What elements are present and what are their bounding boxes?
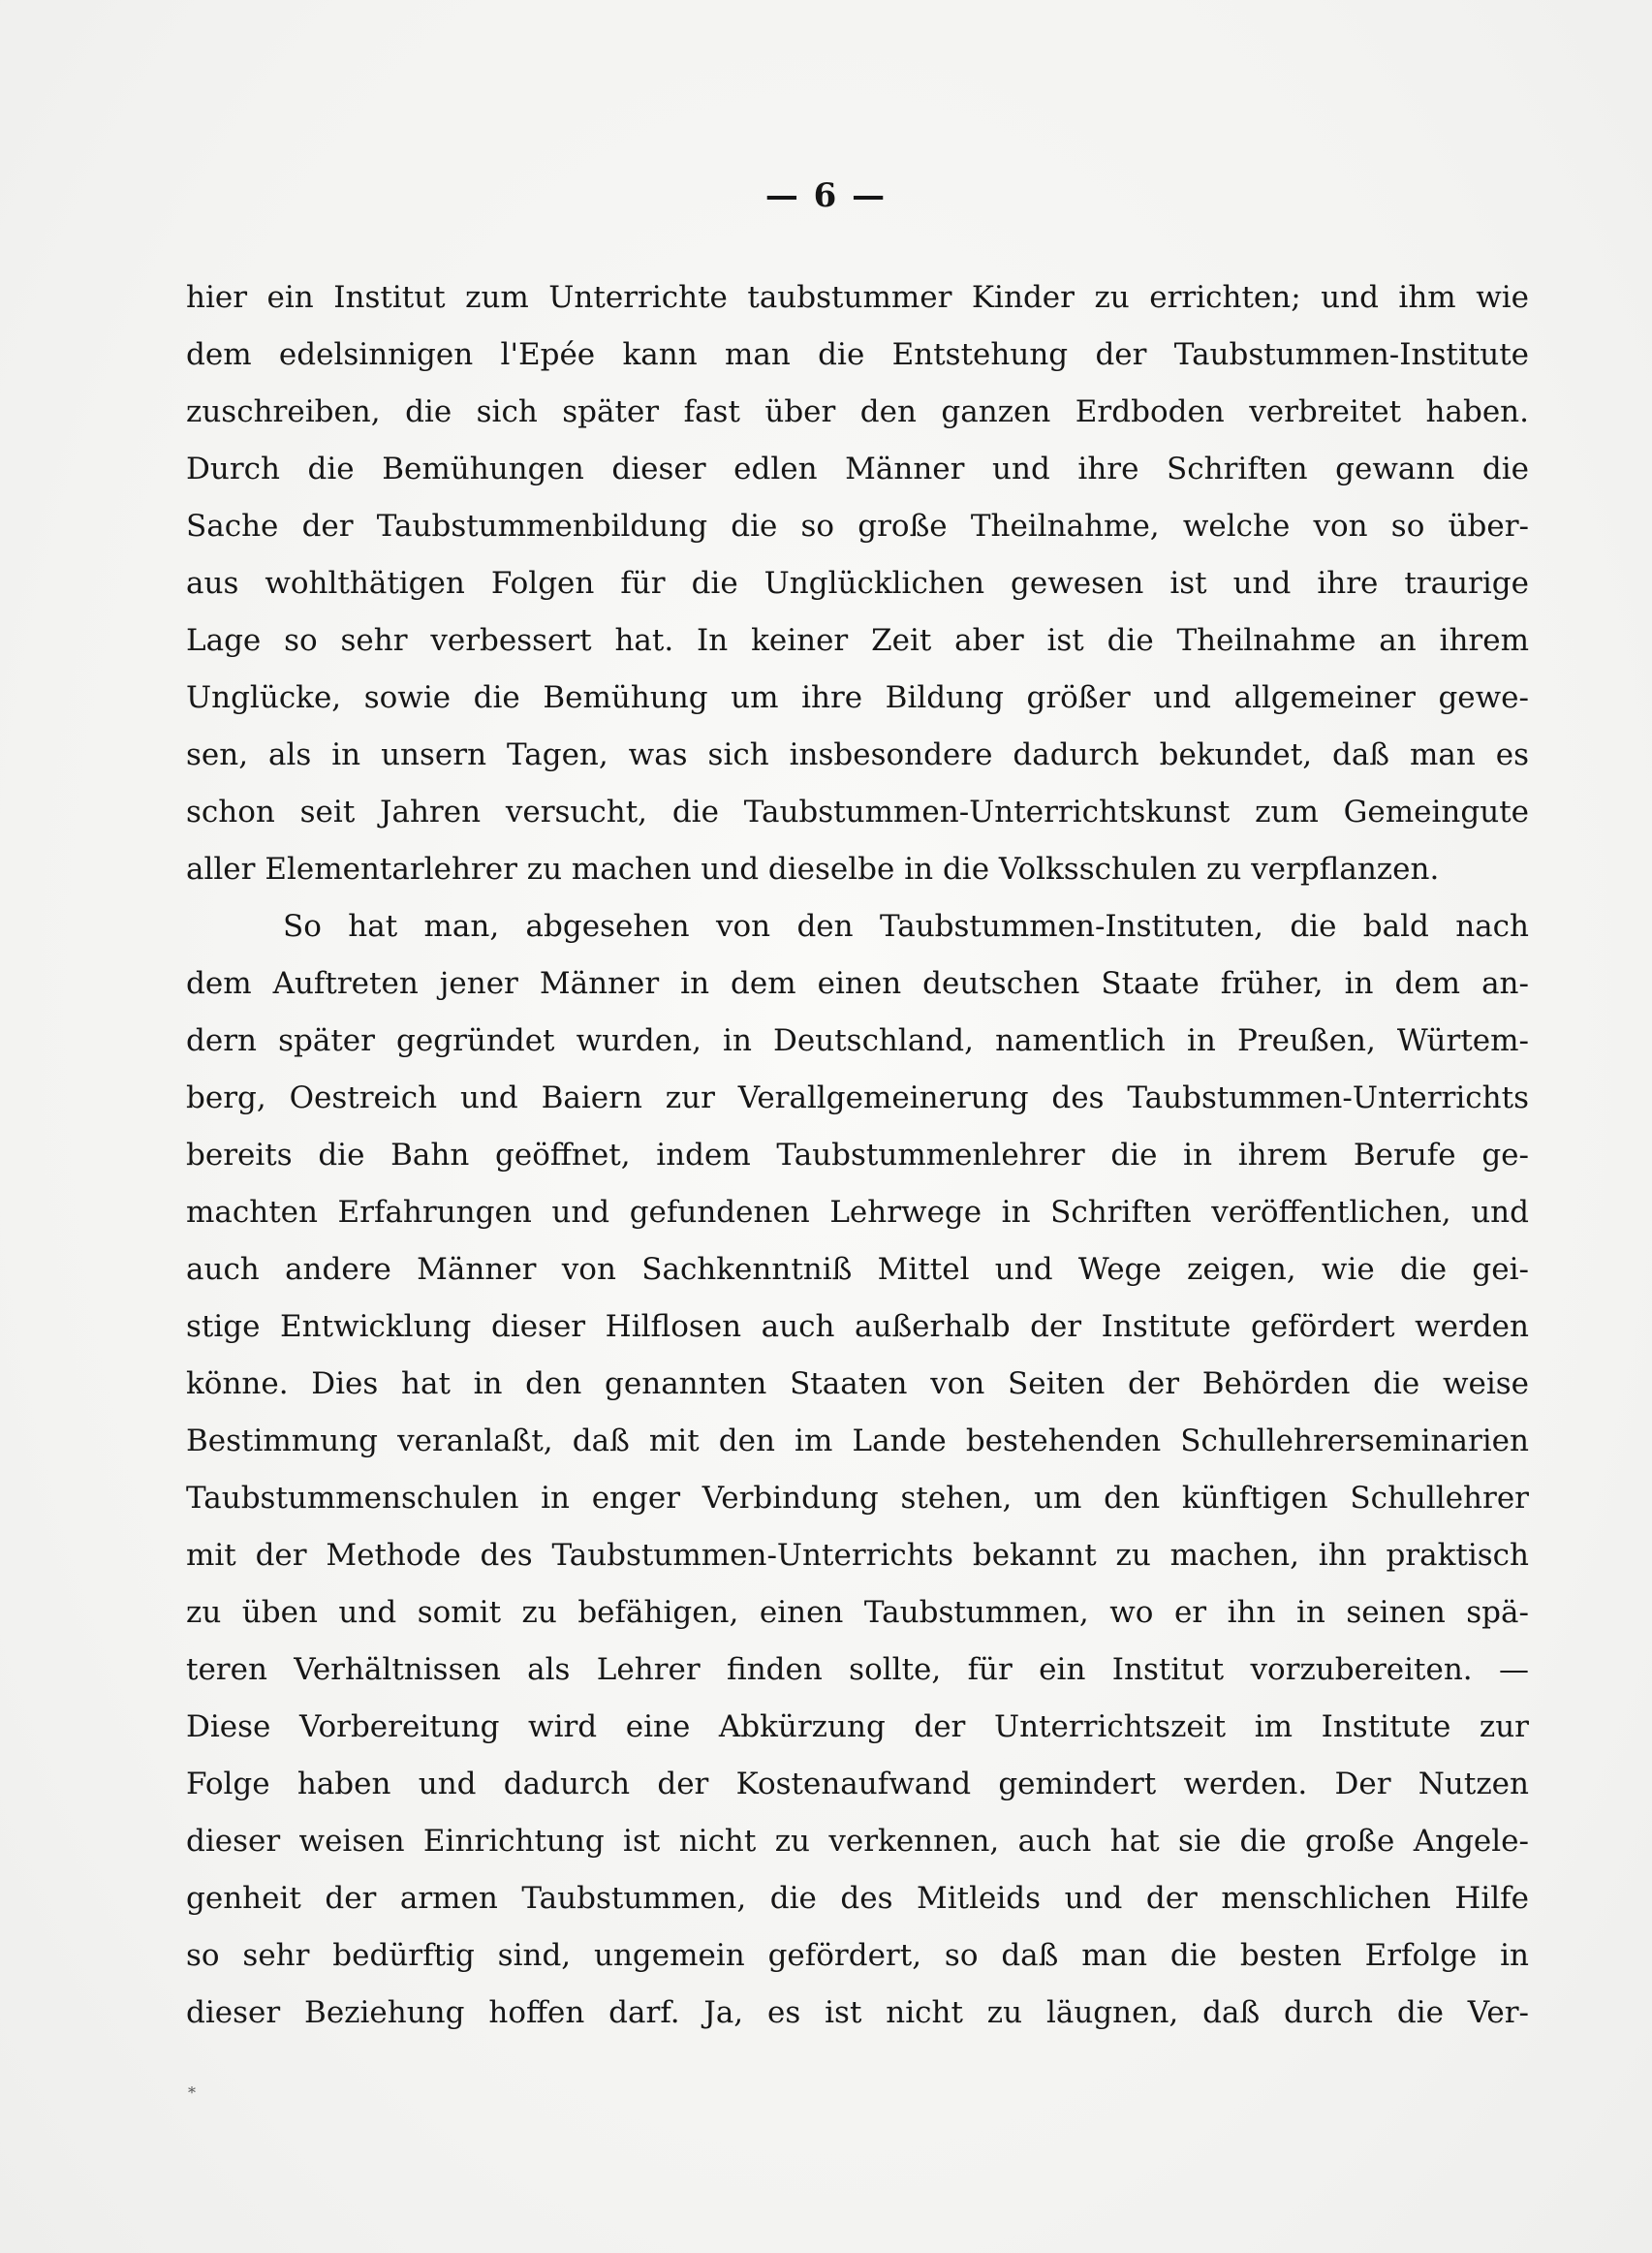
text-line: berg, Oestreich und Baiern zur Verallgemeinerung des Taubstummen-Unterrichts [186,1080,1529,1115]
text-line: Unglücke, sowie die Bemühung um ihre Bildung größer und allgemeiner gewe- [186,680,1529,715]
text-line: Diese Vorbereitung wird eine Abkürzung der Unterrichtszeit im Institute zur [186,1709,1529,1744]
page-number: — 6 — [764,176,888,215]
text-line: genheit der armen Taubstummen, die des Mitleids und der menschlichen Hilfe [186,1881,1529,1916]
paragraph-2 [186,898,1529,2042]
text-line: Durch die Bemühungen dieser edlen Männer und ihre Schriften gewann die [186,452,1529,486]
body-text [186,269,1529,2042]
text-line: Lage so sehr verbessert hat. In keiner Zeit aber ist die Theilnahme an ihrem [186,623,1529,658]
text-line: So hat man, abgesehen von den Taubstummen-Instituten, die bald nach [283,909,1529,944]
text-line: auch andere Männer von Sachkenntniß Mittel und Wege zeigen, wie die gei- [186,1252,1529,1287]
text-line: Sache der Taubstummenbildung die so große Theilnahme, welche von so über- [186,509,1529,544]
text-line: schon seit Jahren versucht, die Taubstummen-Unterrichtskunst zum Gemeingute [186,795,1529,829]
paragraph-1 [186,269,1529,898]
text-line: dem edelsinnigen l'Epée kann man die Entstehung der Taubstummen-Institute [186,337,1529,372]
text-line: dern später gegründet wurden, in Deutschland, namentlich in Preußen, Würtem- [186,1023,1529,1058]
text-line: Bestimmung veranlaßt, daß mit den im Lande bestehenden Schullehrerseminarien [186,1424,1529,1458]
text-line: aller Elementarlehrer zu machen und dieselbe in die Volksschulen zu verpflanzen. [186,852,1440,887]
text-line: aus wohlthätigen Folgen für die Unglücklichen gewesen ist und ihre traurige [186,566,1529,601]
text-line: stige Entwicklung dieser Hilflosen auch außerhalb der Institute gefördert werden [186,1309,1529,1344]
text-line: dem Auftreten jener Männer in dem einen deutschen Staate früher, in dem an- [186,966,1529,1001]
text-line: teren Verhältnissen als Lehrer finden sollte, für ein Institut vorzubereiten. — [186,1652,1529,1687]
text-line: mit der Methode des Taubstummen-Unterrichts bekannt zu machen, ihn praktisch [186,1538,1529,1573]
text-line: sen, als in unsern Tagen, was sich insbesondere dadurch bekundet, daß man es [186,737,1529,772]
text-line: zu üben und somit zu befähigen, einen Taubstummen, wo er ihn in seinen spä- [186,1595,1529,1630]
text-line: dieser Beziehung hoffen darf. Ja, es ist nicht zu läugnen, daß durch die Ver- [186,1995,1529,2030]
text-line: so sehr bedürftig sind, ungemein gefördert, so daß man die besten Erfolge in [186,1938,1529,1973]
text-line: hier ein Institut zum Unterrichte taubstummer Kinder zu errichten; und ihm wie [186,280,1529,315]
text-line: zuschreiben, die sich später fast über den ganzen Erdboden verbreitet haben. [186,394,1529,429]
text-line: Taubstummenschulen in enger Verbindung stehen, um den künftigen Schullehrer [186,1481,1529,1516]
text-line: könne. Dies hat in den genannten Staaten von Seiten der Behörden die weise [186,1366,1529,1401]
text-line: dieser weisen Einrichtung ist nicht zu verkennen, auch hat sie die große Angele- [186,1824,1529,1859]
text-line: Folge haben und dadurch der Kostenaufwand gemindert werden. Der Nutzen [186,1767,1529,1801]
text-line: bereits die Bahn geöffnet, indem Taubstummenlehrer die in ihrem Berufe ge- [186,1138,1529,1173]
text-line: machten Erfahrungen und gefundenen Lehrwege in Schriften veröffentlichen, und [186,1195,1529,1230]
printer-mark: * [188,2083,196,2102]
